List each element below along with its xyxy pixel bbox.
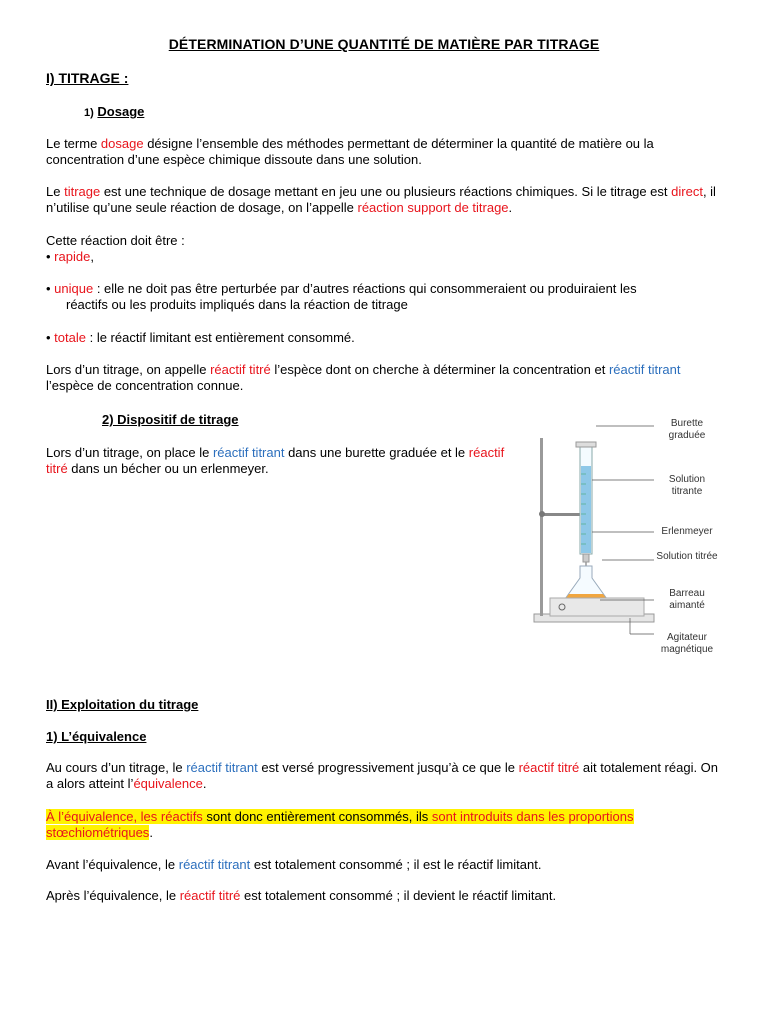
label-barreau: Barreau aimanté	[669, 588, 705, 611]
paragraph-conditions-intro: Cette réaction doit être :	[46, 233, 185, 248]
paragraph-avant-equivalence: Avant l’équivalence, le réactif titrant est totalement consommé ; il est le réactif limitant.	[46, 857, 542, 872]
bullet-rapide: • rapide,	[46, 249, 94, 264]
stand-rod	[540, 438, 543, 616]
paragraph-titre-titrant: Lors d’un titrage, on appelle réactif titré l’espèce dont on cherche à déterminer la concentration et réactif titrant l’espèce de concentration connue.	[46, 362, 681, 393]
bullet-totale: • totale : le réactif limitant est entièrement consommé.	[46, 330, 355, 345]
magnetic-stirrer	[550, 598, 644, 616]
subheading-number: 1)	[84, 107, 94, 119]
subheading-equivalence: 1) L’équivalence	[46, 729, 147, 744]
bullet-unique: • unique : elle ne doit pas être perturbée par d’autres réactions qui consommeraient ou produiraient les réactifs ou les produits impliqués dans la réaction de titrage	[46, 281, 637, 312]
titration-figure	[520, 408, 720, 668]
paragraph-highlight-equivalence: À l’équivalence, les réactifs sont donc entièrement consommés, ils sont introduits dans les proportions stœchiométriques.	[46, 809, 634, 840]
section-heading-exploitation: II) Exploitation du titrage	[46, 697, 199, 712]
label-erlenmeyer: Erlenmeyer	[661, 526, 713, 537]
subheading-label: Dosage	[97, 104, 145, 119]
label-solution-titree: Solution titrée	[656, 551, 718, 562]
label-agitateur: Agitateur magnétique	[660, 632, 714, 655]
label-solution-titrante: Solution titrante	[668, 474, 706, 497]
paragraph-dosage-definition: Le terme dosage désigne l’ensemble des méthodes permettant de déterminer la quantité de matière ou la concentration d’une espèce chimique dissoute dans une solution.	[46, 136, 654, 167]
paragraph-dispositif: Lors d’un titrage, on place le réactif titrant dans une burette graduée et le réactif titré dans un bécher ou un erlenmeyer.	[46, 445, 505, 476]
page-title: DÉTERMINATION D’UNE QUANTITÉ DE MATIÈRE PAR TITRAGE	[168, 36, 600, 52]
burette-top	[576, 442, 596, 447]
subheading-dosage	[84, 104, 144, 119]
paragraph-titrage-definition: Le titrage est une technique de dosage mettant en jeu une ou plusieurs réactions chimiques. Si le titrage est direct, il n’utilise qu’une seule réaction de dosage, on l’appelle réaction support de titrage.	[46, 184, 716, 215]
burette-stopcock	[583, 554, 589, 562]
section-heading-titrage: I) TITRAGE :	[46, 70, 129, 86]
burette-liquid	[581, 466, 591, 553]
label-burette: Burette graduée	[668, 418, 706, 441]
paragraph-equivalence: Au cours d’un titrage, le réactif titrant est versé progressivement jusqu’à ce que le réactif titré ait totalement réagi. On a alors atteint l’équivalence.	[46, 760, 719, 791]
clamp-screw	[539, 511, 545, 517]
paragraph-apres-equivalence: Après l’équivalence, le réactif titré est totalement consommé ; il devient le réactif limitant.	[46, 888, 557, 903]
titration-apparatus-drawing	[520, 408, 720, 668]
subheading-dispositif: 2) Dispositif de titrage	[102, 412, 239, 427]
